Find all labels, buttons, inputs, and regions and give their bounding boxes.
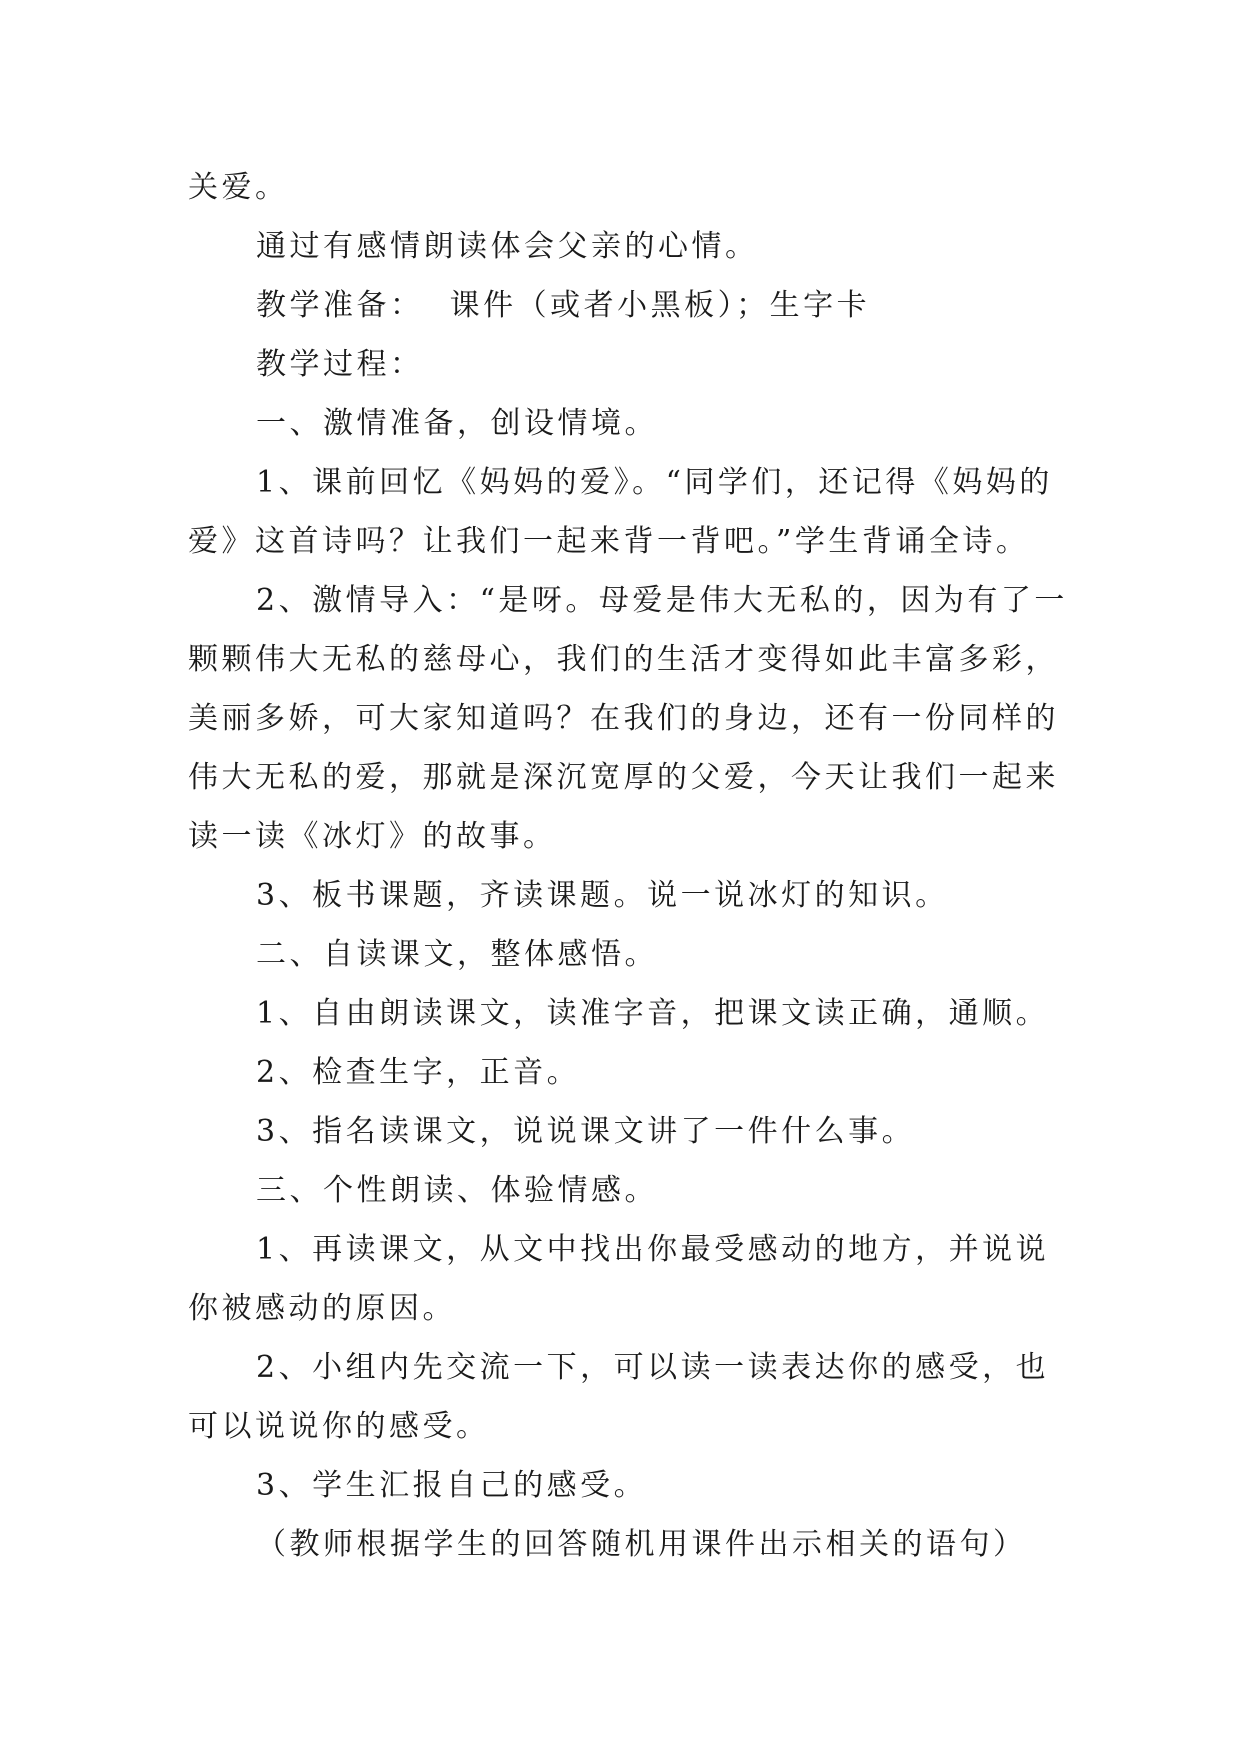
section-heading: 三、个性朗读、体验情感。 <box>256 1173 658 1208</box>
paragraph: （教师根据学生的回答随机用课件出示相关的语句） <box>256 1527 1027 1562</box>
paragraph: 3、学生汇报自己的感受。 <box>256 1468 648 1503</box>
paragraph: 2、检查生字，正音。 <box>256 1055 581 1090</box>
paragraph: 3、指名读课文，说说课文讲了一件什么事。 <box>256 1114 916 1149</box>
document-body <box>188 158 1068 1574</box>
paragraph: 教学准备： 课件（或者小黑板）；生字卡 <box>256 288 871 323</box>
paragraph: 3、板书课题，齐读课题。说一说冰灯的知识。 <box>256 878 949 913</box>
paragraph: 2、小组内先交流一下，可以读一读表达你的感受，也可以说说你的感受。 <box>188 1350 1050 1444</box>
section-heading: 一、激情准备，创设情境。 <box>256 406 658 441</box>
paragraph: 1、自由朗读课文，读准字音，把课文读正确，通顺。 <box>256 996 1050 1031</box>
paragraph: 通过有感情朗读体会父亲的心情。 <box>256 229 759 264</box>
paragraph: 1、再读课文，从文中找出你最受感动的地方，并说说你被感动的原因。 <box>188 1232 1050 1326</box>
paragraph: 关爱。 <box>188 170 289 205</box>
section-heading: 二、自读课文，整体感悟。 <box>256 937 658 972</box>
paragraph: 教学过程： <box>256 347 424 382</box>
paragraph: 1、课前回忆《妈妈的爱》。“同学们，还记得《妈妈的爱》这首诗吗？让我们一起来背一背吧。”学生背诵全诗。 <box>188 465 1053 559</box>
paragraph: 2、激情导入：“是呀。母爱是伟大无私的，因为有了一颗颗伟大无私的慈母心，我们的生活才变得如此丰富多彩，美丽多娇，可大家知道吗？在我们的身边，还有一份同样的伟大无私的爱，那就是深沉宽厚的父爱，今天让我们一起来读一读《冰灯》的故事。 <box>188 583 1068 854</box>
